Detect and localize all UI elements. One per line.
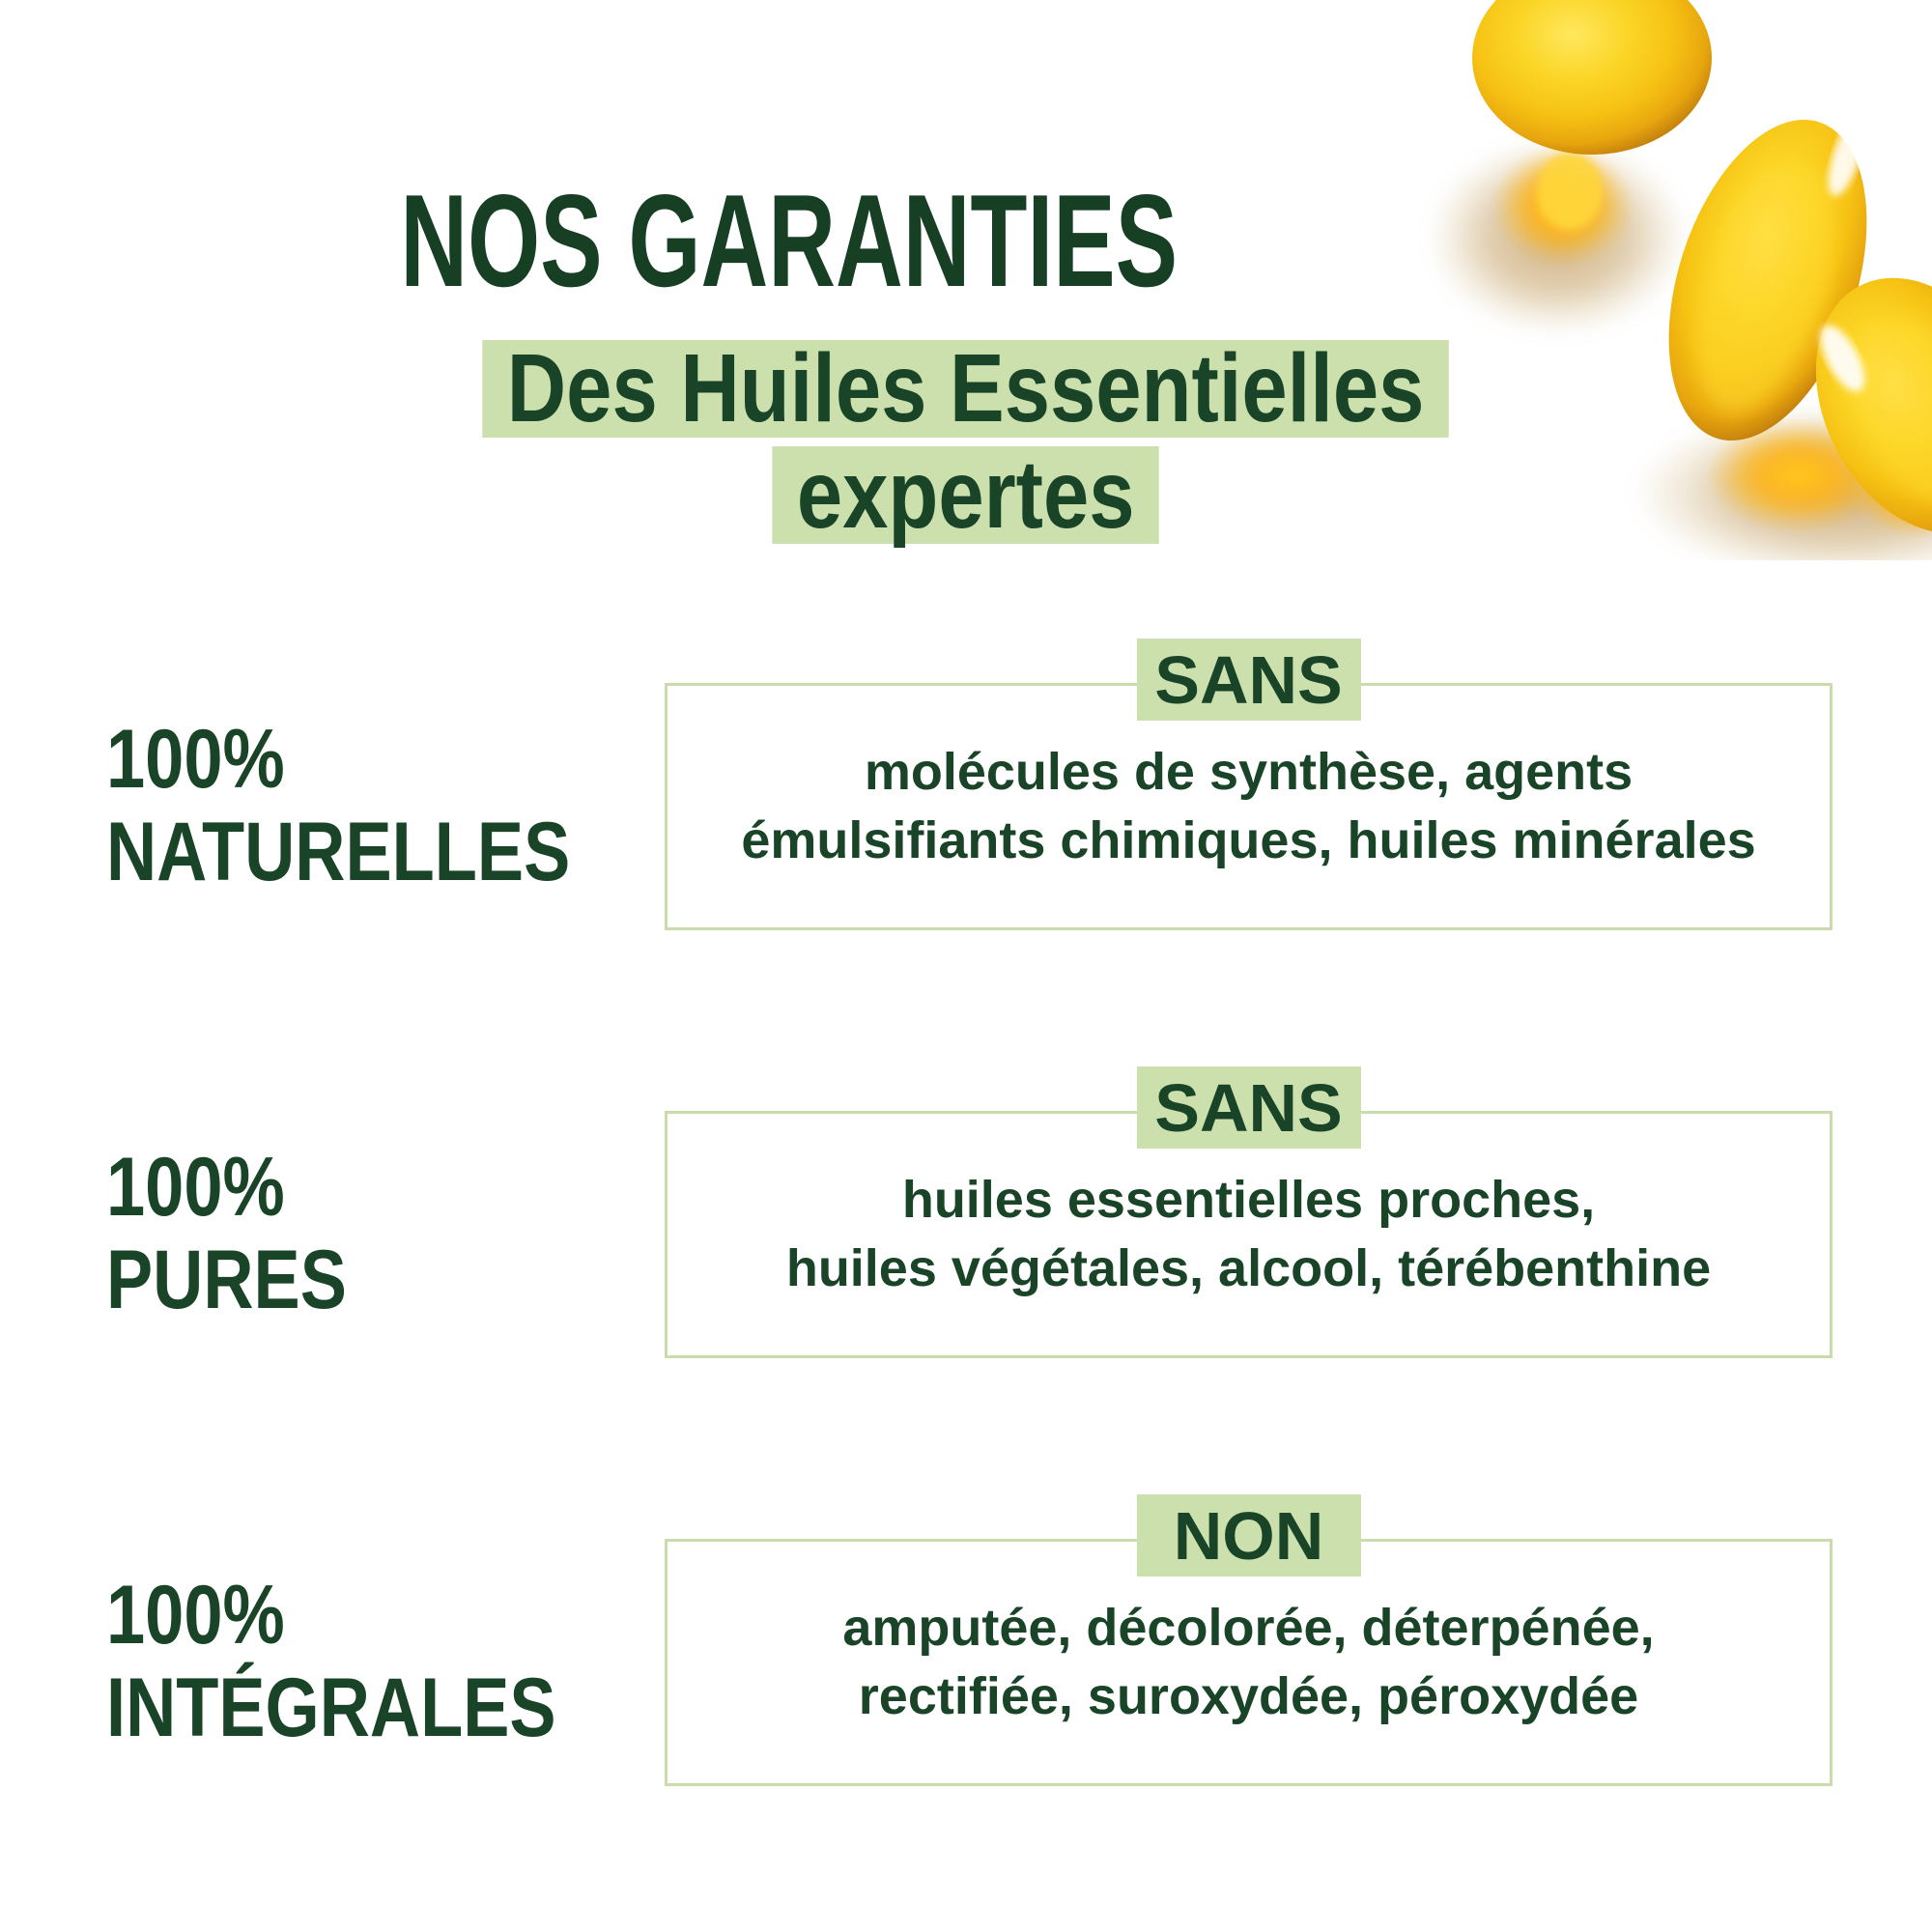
guarantee-line: émulsifiants chimiques, huiles minérales	[741, 811, 1756, 869]
subtitle-line-1-text: Des Huiles Essentielles	[483, 340, 1450, 438]
subtitle-line-2-text: expertes	[773, 446, 1160, 544]
guarantee-line: molécules de synthèse, agents	[864, 743, 1634, 801]
subtitle-line-2	[0, 440, 1932, 549]
row-label-integrales	[106, 1569, 556, 1754]
guarantee-box-integrales	[665, 1497, 1833, 1786]
row-label-pures	[106, 1141, 347, 1326]
guarantee-line: huiles essentielles proches,	[901, 1171, 1596, 1229]
percent-label: 100%	[106, 713, 285, 806]
percent-label: 100%	[106, 1141, 285, 1234]
guarantee-text	[668, 1114, 1830, 1355]
quality-label: NATURELLES	[106, 806, 571, 898]
page-title-text: NOS GARANTIES	[400, 167, 1179, 314]
badge-sans: SANS	[1137, 1066, 1361, 1149]
page-title	[0, 167, 1578, 314]
quality-label: INTÉGRALES	[106, 1662, 556, 1754]
subtitle-line-1	[0, 334, 1932, 442]
guarantee-line: amputée, décolorée, déterpénée,	[842, 1599, 1655, 1657]
guarantee-text	[668, 686, 1830, 927]
guarantee-line: rectifiée, suroxydée, péroxydée	[858, 1667, 1639, 1725]
guarantee-box-naturelles	[665, 641, 1833, 930]
quality-label: PURES	[106, 1234, 347, 1326]
guarantee-line: huiles végétales, alcool, térébenthine	[785, 1239, 1712, 1297]
badge-sans: SANS	[1137, 639, 1361, 721]
percent-label: 100%	[106, 1569, 285, 1662]
guarantee-box-pures	[665, 1069, 1833, 1358]
guarantee-text	[668, 1542, 1830, 1783]
badge-non: NON	[1137, 1494, 1361, 1577]
row-label-naturelles	[106, 713, 570, 898]
